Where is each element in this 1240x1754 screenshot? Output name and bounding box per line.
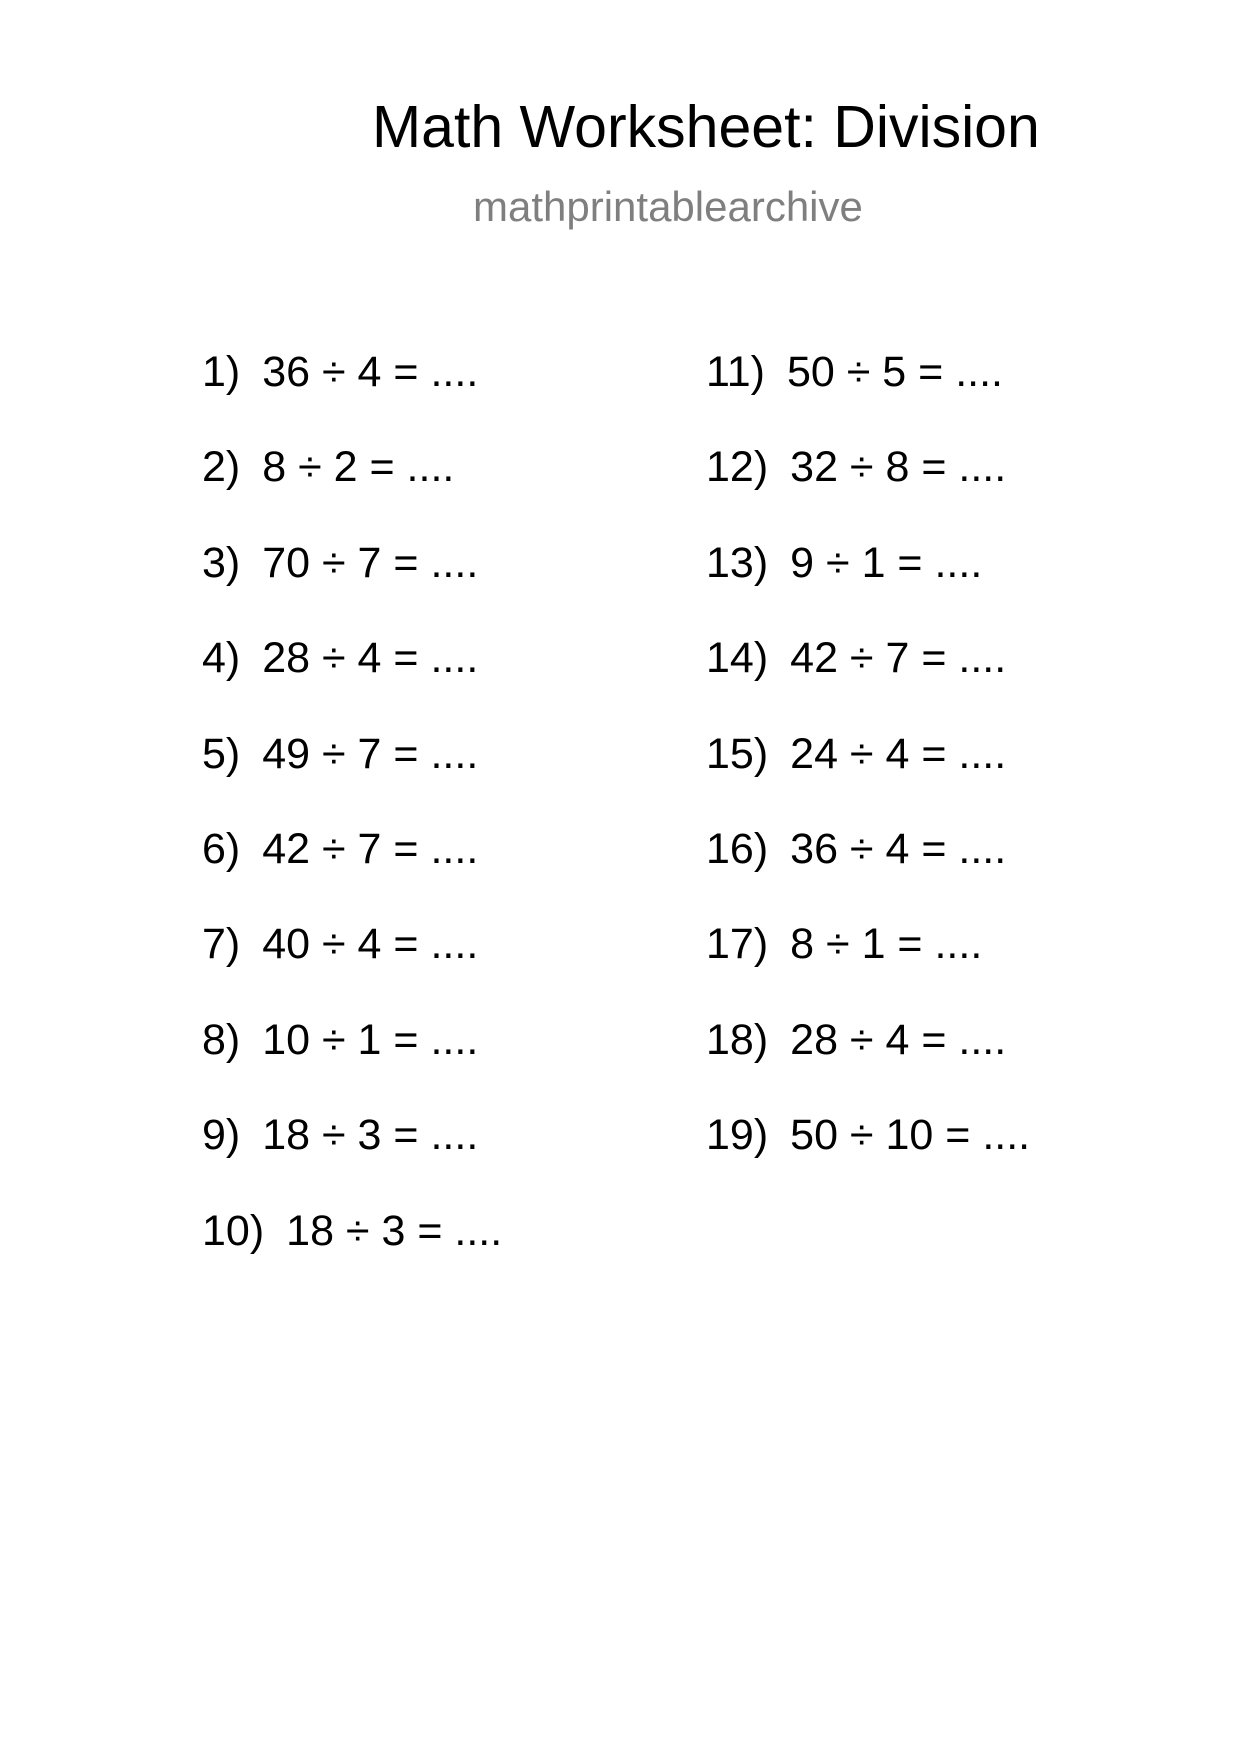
problem-expression: 24 ÷ 4 = ....	[790, 729, 1007, 778]
problem-8	[202, 1015, 502, 1114]
problem-expression: 18 ÷ 3 = ....	[262, 1111, 479, 1160]
problem-expression: 49 ÷ 7 = ....	[262, 729, 479, 778]
problem-12	[706, 443, 1030, 541]
problem-number: 2)	[202, 443, 241, 492]
problem-expression: 42 ÷ 7 = ....	[262, 824, 479, 873]
problem-14	[706, 634, 1030, 732]
problem-expression: 28 ÷ 4 = ....	[790, 1015, 1007, 1064]
problem-number: 18)	[706, 1015, 769, 1064]
problem-number: 4)	[202, 634, 241, 683]
problem-6	[202, 824, 502, 923]
problem-17	[706, 920, 1030, 1018]
problem-number: 3)	[202, 538, 241, 587]
worksheet-title: Math Worksheet: Division	[372, 94, 1040, 160]
problem-expression: 10 ÷ 1 = ....	[262, 1015, 479, 1064]
problem-2	[202, 443, 502, 541]
problem-column-left	[202, 348, 503, 1305]
problem-number: 8)	[202, 1015, 241, 1064]
problem-number: 10)	[202, 1206, 265, 1255]
problem-16	[706, 824, 1030, 923]
problem-number: 5)	[202, 729, 241, 778]
problem-5	[202, 729, 502, 828]
problem-4	[202, 634, 502, 732]
problem-expression: 8 ÷ 2 = ....	[262, 443, 455, 492]
problem-expression: 42 ÷ 7 = ....	[790, 634, 1007, 683]
problem-9	[202, 1111, 502, 1209]
problem-number: 16)	[706, 824, 769, 873]
problem-expression: 28 ÷ 4 = ....	[262, 634, 479, 683]
problem-7	[202, 920, 502, 1018]
problem-expression: 36 ÷ 4 = ....	[790, 824, 1007, 873]
problem-18	[706, 1015, 1030, 1114]
problem-3	[202, 538, 502, 637]
problem-expression: 50 ÷ 10 = ....	[790, 1111, 1031, 1160]
problem-number: 19)	[706, 1111, 769, 1160]
problem-expression: 9 ÷ 1 = ....	[790, 538, 983, 587]
problem-expression: 40 ÷ 4 = ....	[262, 920, 479, 969]
problem-column-right	[706, 348, 1031, 1210]
problem-number: 12)	[706, 443, 769, 492]
problem-1	[202, 348, 502, 446]
problem-15	[706, 729, 1030, 828]
problem-number: 6)	[202, 824, 241, 873]
problem-expression: 18 ÷ 3 = ....	[286, 1206, 503, 1255]
problem-number: 9)	[202, 1111, 241, 1160]
worksheet-subtitle: mathprintablearchive	[473, 183, 863, 230]
problem-number: 13)	[706, 538, 769, 587]
problem-13	[706, 538, 1030, 637]
problem-expression: 32 ÷ 8 = ....	[790, 443, 1007, 492]
problem-number: 11)	[706, 348, 765, 396]
problem-expression: 8 ÷ 1 = ....	[790, 920, 983, 969]
problem-number: 1)	[202, 348, 241, 396]
problem-19	[706, 1111, 1031, 1209]
problem-expression: 70 ÷ 7 = ....	[262, 538, 479, 587]
problem-number: 17)	[706, 920, 769, 969]
problem-11	[706, 348, 1030, 446]
problem-expression: 50 ÷ 5 = ....	[786, 348, 1003, 396]
problem-10	[202, 1206, 503, 1305]
problem-number: 15)	[706, 729, 769, 778]
problem-expression: 36 ÷ 4 = ....	[262, 348, 479, 396]
problem-number: 7)	[202, 920, 241, 969]
problem-number: 14)	[706, 634, 769, 683]
